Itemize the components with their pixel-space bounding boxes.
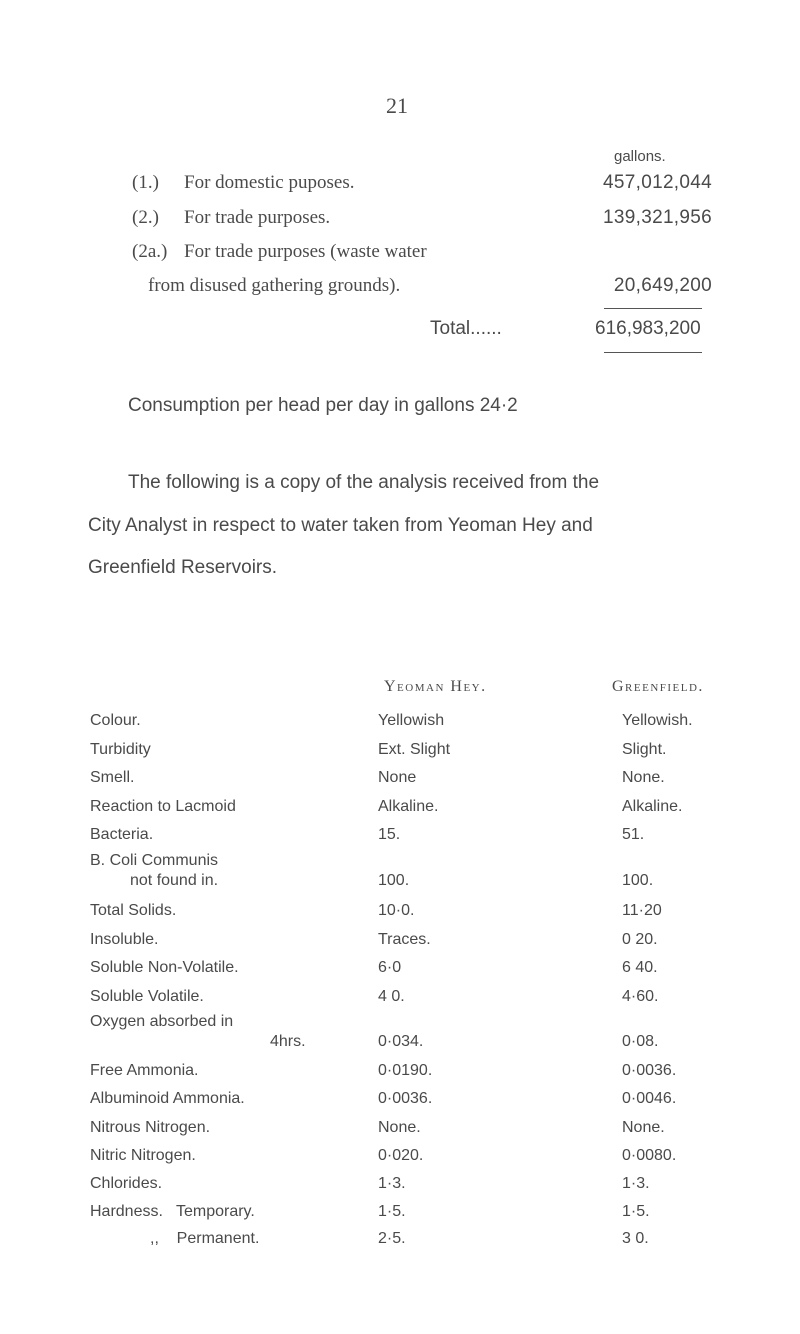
yeoman-hey-value: None [378,769,417,786]
usage-continuation-row [132,275,712,305]
row-label: Nitrous Nitrogen. [90,1119,211,1136]
yeoman-hey-value: Alkaline. [378,798,439,815]
total-label: Total...... [430,318,502,339]
row-label-continued: not found in. [130,872,219,889]
usage-value: 457,012,044 [603,172,712,193]
total-value: 616,983,200 [595,318,701,339]
unit-header: gallons. [614,148,666,165]
row-label: Colour. [90,712,141,729]
usage-number: (2.) [132,207,159,228]
row-label: Albuminoid Ammonia. [90,1090,245,1107]
usage-number: (2a.) [132,241,168,262]
row-label: Chlorides. [90,1175,163,1192]
row-label: Total Solids. [90,902,177,919]
intro-line: The following is a copy of the analysis received from the [128,472,600,493]
greenfield-value: 0·0080. [622,1147,677,1164]
greenfield-value: 0·0046. [622,1090,677,1107]
row-label-continued: 4hrs. [270,1033,306,1050]
greenfield-value: 3 0. [622,1230,649,1247]
usage-description: For trade purposes (waste water [184,241,427,262]
usage-value: 20,649,200 [613,275,712,296]
greenfield-value: Alkaline. [622,798,683,815]
column-header-yeoman-hey: Yeoman Hey. [384,678,487,695]
usage-value: 139,321,956 [603,207,712,228]
yeoman-hey-value: 0·020. [378,1147,424,1164]
row-label: Hardness. Temporary. [90,1203,255,1220]
yeoman-hey-value: 4 0. [378,988,405,1005]
usage-continuation: from disused gathering grounds). [148,275,401,296]
intro-line: City Analyst in respect to water taken from Yeoman Hey and [88,515,593,536]
row-label: Free Ammonia. [90,1062,199,1079]
greenfield-value: 100. [622,872,654,889]
yeoman-hey-value: 0·0190. [378,1062,433,1079]
yeoman-hey-value: Traces. [378,931,431,948]
row-label: Bacteria. [90,826,154,843]
greenfield-value: None. [622,1119,665,1136]
yeoman-hey-value: None. [378,1119,421,1136]
greenfield-value: 4·60. [622,988,659,1005]
greenfield-value: Yellowish. [622,712,693,729]
yeoman-hey-value: Ext. Slight [378,741,451,758]
yeoman-hey-value: 1·3. [378,1175,406,1192]
yeoman-hey-value: 0·034. [378,1033,424,1050]
row-label: Soluble Volatile. [90,988,204,1005]
usage-row [132,241,712,271]
row-label: Soluble Non-Volatile. [90,959,239,976]
usage-number: (1.) [132,172,159,193]
row-label: Reaction to Lacmoid [90,798,236,815]
greenfield-value: 0·08. [622,1033,659,1050]
row-label: Oxygen absorbed in [90,1013,234,1030]
greenfield-value: 0·0036. [622,1062,677,1079]
page-number: 21 [386,93,408,118]
yeoman-hey-value: 6·0 [378,959,402,976]
consumption-line: Consumption per head per day in gallons 24·2 [128,395,518,416]
greenfield-value: 1·5. [622,1203,650,1220]
greenfield-value: 1·3. [622,1175,650,1192]
intro-line: Greenfield Reservoirs. [88,557,278,578]
row-label: ,, Permanent. [150,1230,260,1247]
yeoman-hey-value: 100. [378,872,410,889]
row-label: Smell. [90,769,135,786]
yeoman-hey-value: 15. [378,826,401,843]
row-label: B. Coli Communis [90,852,219,869]
total-rule [604,352,702,353]
yeoman-hey-value: 2·5. [378,1230,406,1247]
greenfield-value: 6 40. [622,959,658,976]
yeoman-hey-value: 10·0. [378,902,415,919]
row-label: Nitric Nitrogen. [90,1147,196,1164]
usage-row [132,172,712,202]
greenfield-value: 0 20. [622,931,658,948]
usage-row [132,207,712,237]
greenfield-value: 51. [622,826,645,843]
yeoman-hey-value: Yellowish [378,712,445,729]
row-label: Insoluble. [90,931,159,948]
column-header-greenfield: Greenfield. [612,678,704,695]
row-label: Turbidity [90,741,151,758]
sum-rule [604,308,702,309]
yeoman-hey-value: 1·5. [378,1203,406,1220]
greenfield-value: 11·20 [622,902,662,919]
greenfield-value: None. [622,769,665,786]
yeoman-hey-value: 0·0036. [378,1090,433,1107]
usage-description: For domestic puposes. [184,172,355,193]
usage-description: For trade purposes. [184,207,331,228]
greenfield-value: Slight. [622,741,667,758]
